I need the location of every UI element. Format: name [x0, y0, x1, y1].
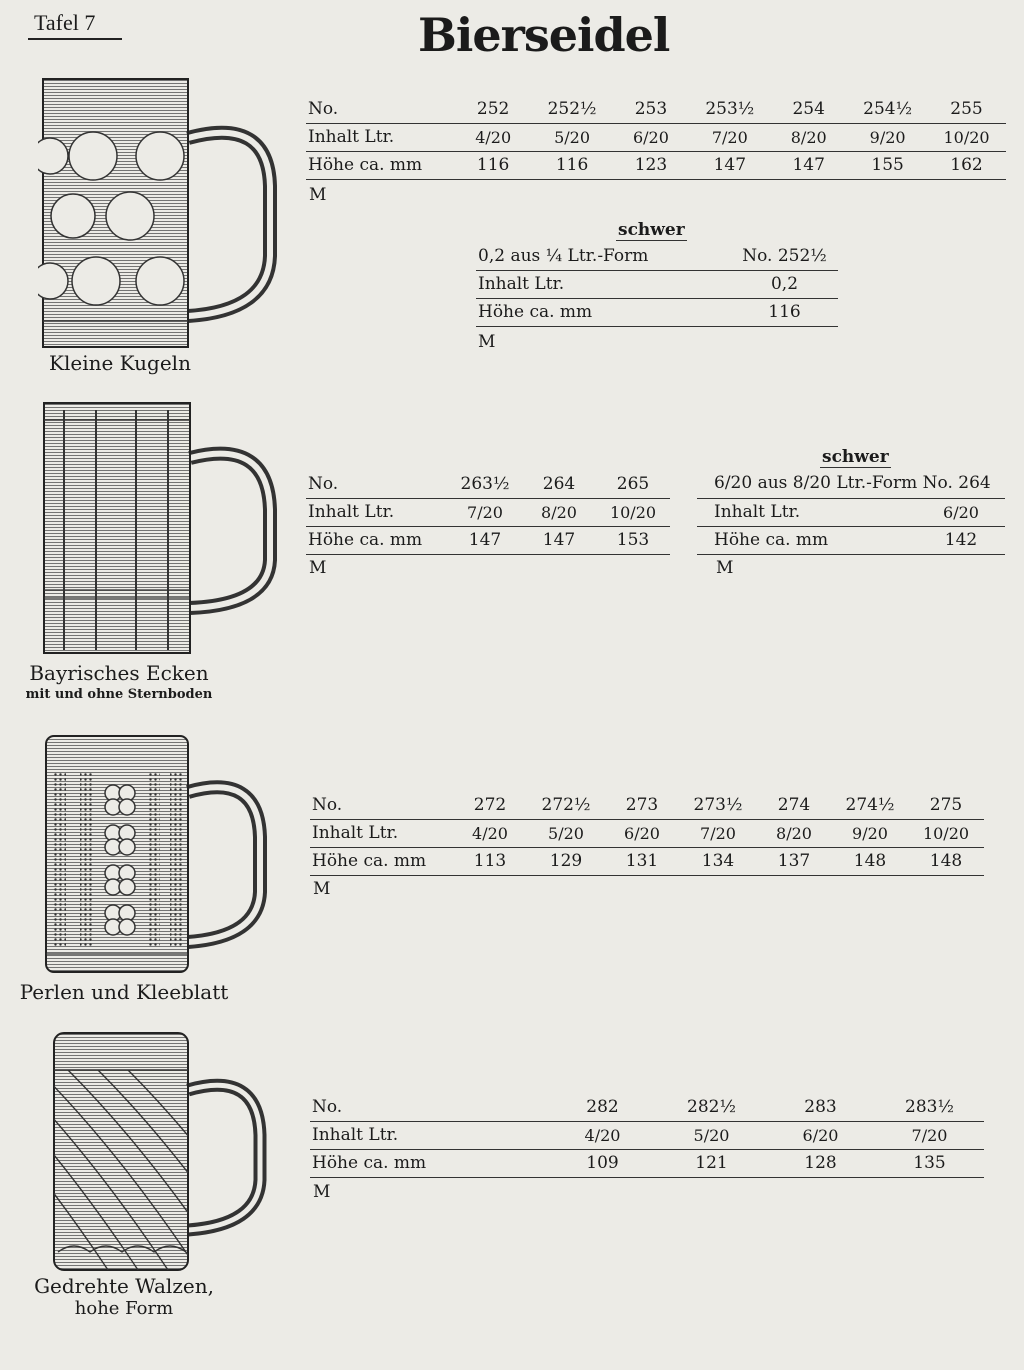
maker-mark: M: [309, 185, 327, 205]
table-cell: 275: [908, 792, 984, 820]
table-cell: 253: [612, 96, 691, 124]
table-row: [310, 1094, 984, 1122]
table-cell: 10/20: [927, 124, 1006, 152]
caption-title: Kleine Kugeln: [49, 351, 191, 375]
table-row: [697, 499, 1005, 527]
table-cell: 10/20: [908, 820, 984, 848]
caption-subtitle: mit und ohne Sternboden: [25, 687, 213, 702]
table-row: [306, 527, 670, 555]
page-title: Bierseidel: [418, 8, 670, 62]
schwer-table-kleine-kugeln: [476, 243, 838, 327]
table-cell: 7/20: [875, 1122, 984, 1150]
spec-table-kleine-kugeln: [306, 96, 1006, 180]
table-row: [306, 152, 1006, 180]
table-cell: 148: [908, 848, 984, 876]
row-label: Höhe ca. mm: [697, 527, 917, 555]
table-cell: 273: [604, 792, 680, 820]
table-cell: 147: [690, 152, 769, 180]
plate-underline: [28, 38, 122, 40]
table-cell: 274: [756, 792, 832, 820]
table-cell: 116: [454, 152, 533, 180]
table-cell: 274½: [832, 792, 908, 820]
table-cell: 4/20: [452, 820, 528, 848]
table-cell: 4/20: [454, 124, 533, 152]
table-cell: 8/20: [756, 820, 832, 848]
table-cell: 6/20: [917, 499, 1005, 527]
table-cell: 252: [454, 96, 533, 124]
caption-title: Bayrisches Ecken: [29, 661, 209, 685]
table-cell: 113: [452, 848, 528, 876]
table-cell: 6/20: [604, 820, 680, 848]
mug-illustration-kleine-kugeln: [38, 76, 278, 351]
table-cell: 272: [452, 792, 528, 820]
table-row: [697, 471, 1005, 499]
table-cell: 137: [756, 848, 832, 876]
row-label: 0,2 aus ¼ Ltr.-Form: [476, 243, 731, 271]
table-cell: 283: [766, 1094, 875, 1122]
table-cell: 282: [548, 1094, 657, 1122]
spec-table-perlen-und-kleeblatt: [310, 792, 984, 876]
table-cell: 109: [548, 1150, 657, 1178]
maker-mark: M: [716, 558, 734, 578]
row-label: Inhalt Ltr.: [306, 499, 448, 527]
table-cell: 6/20: [612, 124, 691, 152]
table-cell: 252½: [533, 96, 612, 124]
row-label: No.: [306, 96, 454, 124]
table-row: [310, 1150, 984, 1178]
table-cell: 265: [596, 471, 670, 499]
table-cell: 263½: [448, 471, 522, 499]
table-row: [306, 124, 1006, 152]
caption-perlen-und-kleeblatt: [14, 980, 234, 1004]
maker-mark: M: [313, 1182, 331, 1202]
caption-title: Perlen und Kleeblatt: [19, 980, 229, 1004]
table-cell: 254: [769, 96, 848, 124]
table-cell: 272½: [528, 792, 604, 820]
table-row: [306, 96, 1006, 124]
table-cell: 7/20: [448, 499, 522, 527]
table-cell: 131: [604, 848, 680, 876]
row-label: Höhe ca. mm: [476, 299, 731, 327]
table-cell: 5/20: [657, 1122, 766, 1150]
row-label: No.: [310, 1094, 548, 1122]
table-cell: 155: [848, 152, 927, 180]
spec-table-bayrisches-ecken: [306, 471, 670, 555]
row-label: Höhe ca. mm: [306, 527, 448, 555]
table-cell: 129: [528, 848, 604, 876]
table-spacer: [917, 471, 1005, 499]
schwer-heading: schwer: [618, 220, 685, 240]
table-cell: 283½: [875, 1094, 984, 1122]
mug-illustration-gedrehte-walzen: [48, 1030, 268, 1275]
table-row: [310, 1122, 984, 1150]
table-cell: 273½: [680, 792, 756, 820]
table-cell: 121: [657, 1150, 766, 1178]
table-cell: 10/20: [596, 499, 670, 527]
table-cell: 135: [875, 1150, 984, 1178]
schwer-table-bayrisches-ecken: [697, 471, 1005, 555]
table-cell: 123: [612, 152, 691, 180]
maker-mark: M: [313, 879, 331, 899]
table-cell: 7/20: [690, 124, 769, 152]
plate-number: Tafel 7: [34, 10, 96, 35]
table-cell: 162: [927, 152, 1006, 180]
row-label: Höhe ca. mm: [306, 152, 454, 180]
table-row: [476, 299, 838, 327]
caption-bayrisches-ecken: [14, 661, 224, 702]
table-row: [697, 527, 1005, 555]
table-cell: 116: [731, 299, 838, 327]
table-cell: 254½: [848, 96, 927, 124]
spec-table-gedrehte-walzen: [310, 1094, 984, 1178]
schwer-form-line: 6/20 aus 8/20 Ltr.-Form No. 264: [714, 473, 991, 493]
maker-mark: M: [478, 332, 496, 352]
table-cell: 4/20: [548, 1122, 657, 1150]
table-cell: 255: [927, 96, 1006, 124]
row-label: Inhalt Ltr.: [310, 820, 452, 848]
table-row: [306, 471, 670, 499]
table-row: [310, 848, 984, 876]
table-cell: 128: [766, 1150, 875, 1178]
table-cell: 282½: [657, 1094, 766, 1122]
table-cell: 5/20: [528, 820, 604, 848]
table-cell: 147: [448, 527, 522, 555]
table-cell: 116: [533, 152, 612, 180]
row-label: Inhalt Ltr.: [310, 1122, 548, 1150]
table-cell: 253½: [690, 96, 769, 124]
table-cell: 5/20: [533, 124, 612, 152]
table-row: [476, 271, 838, 299]
table-cell: 134: [680, 848, 756, 876]
table-cell: 147: [769, 152, 848, 180]
row-label: No.: [310, 792, 452, 820]
maker-mark: M: [309, 558, 327, 578]
mug-illustration-perlen-und-kleeblatt: [38, 732, 270, 977]
row-label: Inhalt Ltr.: [697, 499, 917, 527]
table-cell: 148: [832, 848, 908, 876]
table-cell: No. 252½: [731, 243, 838, 271]
table-row: [310, 820, 984, 848]
table-cell: 147: [522, 527, 596, 555]
caption-title: Gedrehte Walzen,: [34, 1274, 214, 1298]
table-cell: 153: [596, 527, 670, 555]
table-cell: 7/20: [680, 820, 756, 848]
row-label: No.: [306, 471, 448, 499]
row-label: Höhe ca. mm: [310, 848, 452, 876]
table-cell: 9/20: [832, 820, 908, 848]
table-spacer: [697, 471, 917, 499]
table-cell: 0,2: [731, 271, 838, 299]
table-cell: 9/20: [848, 124, 927, 152]
caption-kleine-kugeln: [30, 351, 210, 375]
table-row: [476, 243, 838, 271]
row-label: Höhe ca. mm: [310, 1150, 548, 1178]
mug-illustration-bayrisches-ecken: [38, 400, 278, 658]
table-row: [306, 499, 670, 527]
table-row: [310, 792, 984, 820]
table-cell: 6/20: [766, 1122, 875, 1150]
row-label: Inhalt Ltr.: [306, 124, 454, 152]
caption-subtitle: hohe Form: [74, 1298, 174, 1319]
table-cell: 8/20: [522, 499, 596, 527]
row-label: Inhalt Ltr.: [476, 271, 731, 299]
schwer-heading: schwer: [822, 447, 889, 467]
table-cell: 142: [917, 527, 1005, 555]
caption-gedrehte-walzen: [14, 1274, 234, 1319]
table-cell: 264: [522, 471, 596, 499]
table-cell: 8/20: [769, 124, 848, 152]
